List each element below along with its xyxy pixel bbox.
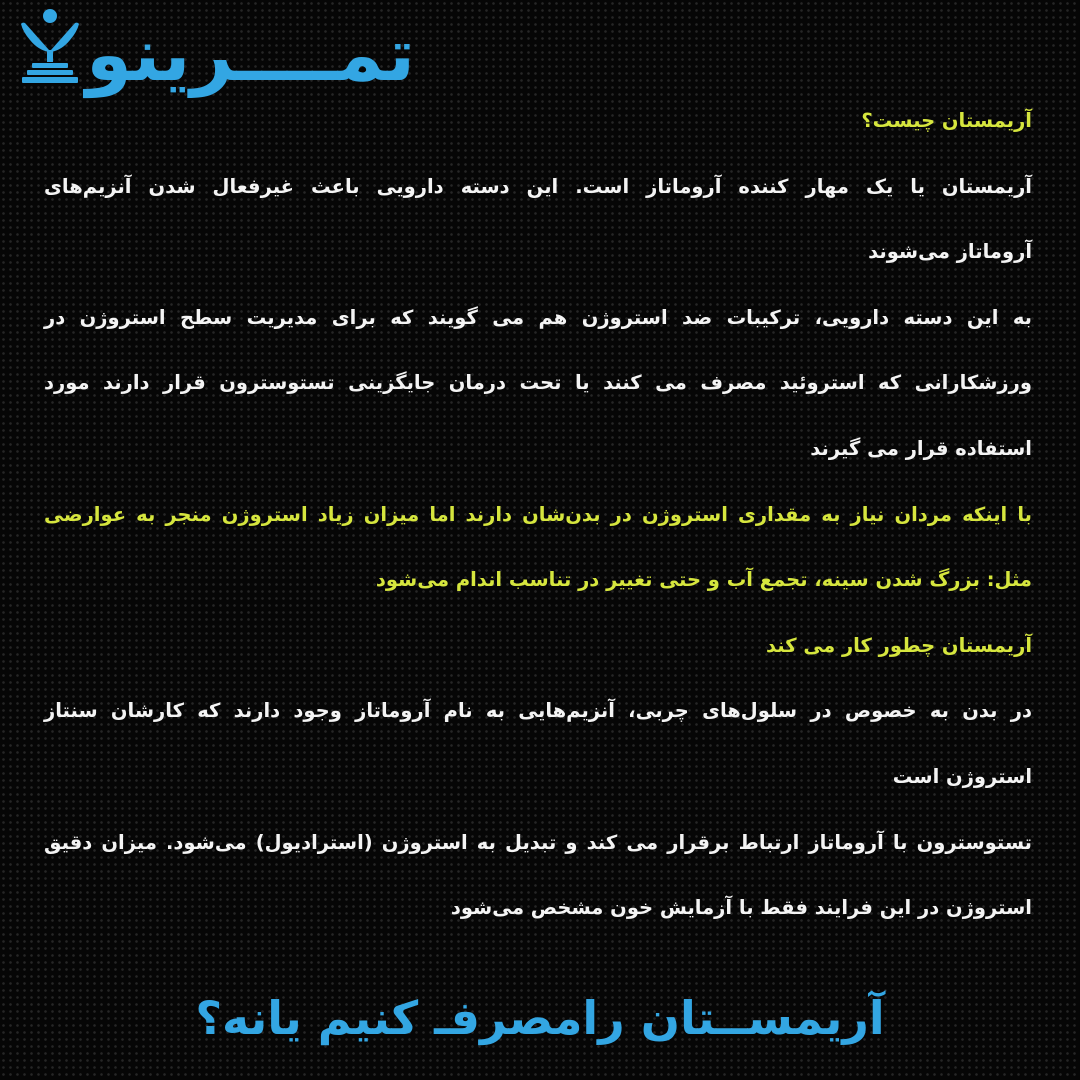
article-heading-line: مثل: بزرگ شدن سینه، تجمع آب و حتی تغییر در تناسب اندام می‌شود [375, 568, 1032, 592]
article-text-line: به این دسته دارویی، ترکیبات ضد استروژن هم می گویند که برای مدیریت سطح استروژن در [44, 305, 1032, 329]
article-text-line: در بدن به خصوص در سلول‌های چربی، آنزیم‌هایی به نام آروماتاز وجود دارند که کارشان سنتاز [44, 699, 1032, 723]
article-text-line: آروماتاز می‌شوند [868, 240, 1032, 264]
article-text-line: استروژن در این فرایند فقط با آزمایش خون مشخص می‌شود [450, 896, 1032, 920]
article-body [44, 88, 1032, 941]
footer-headline: آریمســتان رامصرفـ کنیم یانه؟ [195, 990, 885, 1045]
brand-logo [18, 8, 415, 98]
article-text-line: ورزشکارانی که استروئید مصرف می کنند یا تحت درمان جایگزینی تستوسترون قرار دارند مورد [44, 371, 1032, 395]
article-text-line: استروژن است [892, 764, 1032, 788]
article-heading-line: با اینکه مردان نیاز به مقداری استروژن در بدن‌شان دارند اما میزان زیاد استروژن منجر به عوارضی [44, 502, 1032, 526]
brand-wordmark: تمــــرینو [86, 12, 415, 98]
article-heading-line: آریمستان چیست؟ [861, 109, 1032, 132]
article-text-line: استفاده قرار می گیرند [810, 436, 1032, 460]
article-text-line: تستوسترون با آروماتاز ارتباط برقرار می کند و تبدیل به استروژن (استرادیول) می‌شود. میزان دقیق [44, 830, 1032, 854]
trophy-cup-icon [18, 8, 82, 92]
article-text-line: آریمستان یا یک مهار کننده آروماتاز است. این دسته دارویی باعث غیرفعال شدن آنزیم‌های [44, 174, 1032, 198]
article-heading-line: آریمستان چطور کار می کند [766, 633, 1032, 657]
